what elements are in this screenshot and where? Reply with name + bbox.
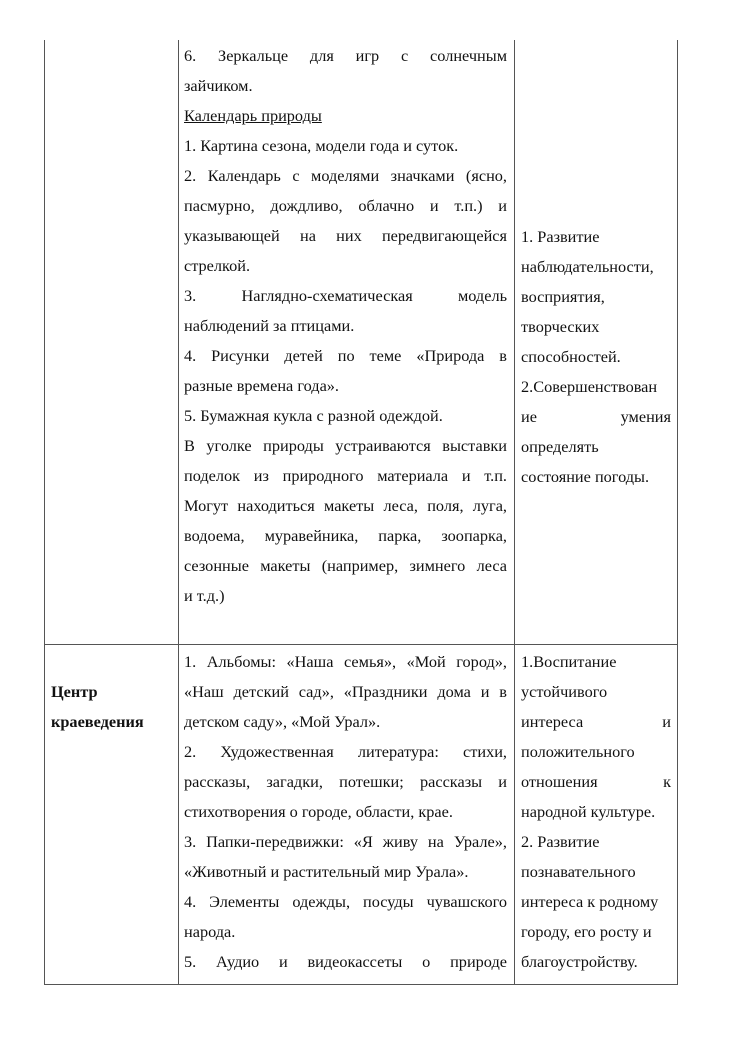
text-line: народа. bbox=[184, 922, 236, 941]
row2-description-cell bbox=[184, 647, 507, 977]
text-line: 6. Зеркальце для игр с солнечным bbox=[184, 46, 507, 65]
text-line: стрелкой. bbox=[184, 256, 251, 275]
row2-center-name-cell bbox=[51, 677, 175, 737]
text-line: краеведения bbox=[51, 712, 144, 731]
text-line: интереса к родному bbox=[521, 892, 659, 911]
text-line: 1. Развитие bbox=[521, 227, 600, 246]
table-border-left bbox=[44, 40, 45, 985]
text-line: 4. Элементы одежды, посуды чувашского bbox=[184, 892, 507, 911]
text-line: восприятия, bbox=[521, 287, 605, 306]
table-divider-2 bbox=[514, 40, 515, 985]
text-line: интереса и bbox=[521, 712, 671, 731]
text-line: отношения к bbox=[521, 772, 671, 791]
text-line: указывающей на них передвигающейся bbox=[184, 226, 507, 245]
text-line: Календарь природы bbox=[184, 106, 322, 125]
text-line: детском саду», «Мой Урал». bbox=[184, 712, 381, 731]
text-line: 2. Художественная литература: стихи, bbox=[184, 742, 507, 761]
text-line: пасмурно, дождливо, облачно и т.п.) и bbox=[184, 196, 507, 215]
text-line: ие умения bbox=[521, 407, 671, 426]
table-border-right bbox=[677, 40, 678, 985]
text-line: благоустройству. bbox=[521, 952, 638, 971]
table-border-bottom bbox=[44, 984, 678, 985]
text-line: В уголке природы устраиваются выставки bbox=[184, 436, 507, 455]
text-line: поделок из природного материала и т.п. bbox=[184, 466, 507, 485]
text-line: 2. Развитие bbox=[521, 832, 600, 851]
text-line: зайчиком. bbox=[184, 76, 253, 95]
text-line: рассказы, загадки, потешки; рассказы и bbox=[184, 772, 507, 791]
text-line: способностей. bbox=[521, 347, 621, 366]
text-line: 5. Бумажная кукла с разной одеждой. bbox=[184, 406, 443, 425]
text-line: устойчивого bbox=[521, 682, 608, 701]
row1-description-cell bbox=[184, 41, 507, 611]
text-line: «Животный и растительный мир Урала». bbox=[184, 862, 469, 881]
text-line: познавательного bbox=[521, 862, 636, 881]
text-line: сезонные макеты (например, зимнего леса bbox=[184, 556, 507, 575]
text-line: определять bbox=[521, 437, 599, 456]
text-line: 1.Воспитание bbox=[521, 652, 617, 671]
text-line: 2. Календарь с моделями значками (ясно, bbox=[184, 166, 507, 185]
text-line: 3. Наглядно-схематическая модель bbox=[184, 286, 507, 305]
text-line: и т.д.) bbox=[184, 586, 225, 605]
text-line: городу, его росту и bbox=[521, 922, 652, 941]
text-line: положительного bbox=[521, 742, 635, 761]
row2-goals-cell bbox=[521, 647, 671, 977]
text-line: водоема, муравейника, парка, зоопарка, bbox=[184, 526, 507, 545]
text-line: стихотворения о городе, области, крае. bbox=[184, 802, 453, 821]
text-line: 3. Папки-передвижки: «Я живу на Урале», bbox=[184, 832, 507, 851]
table-divider-1 bbox=[178, 40, 179, 985]
text-line: разные времена года». bbox=[184, 376, 340, 395]
table-row-divider bbox=[44, 644, 678, 645]
text-line: Могут находиться макеты леса, поля, луга, bbox=[184, 496, 507, 515]
text-line: состояние погоды. bbox=[521, 467, 650, 486]
text-line: наблюдений за птицами. bbox=[184, 316, 355, 335]
document-table bbox=[44, 40, 678, 985]
text-line: 4. Рисунки детей по теме «Природа в bbox=[184, 346, 507, 365]
text-line: творческих bbox=[521, 317, 600, 336]
text-line: 1. Альбомы: «Наша семья», «Мой город», bbox=[184, 652, 507, 671]
row1-goals-cell bbox=[521, 222, 671, 492]
text-line: Центр bbox=[51, 682, 98, 701]
text-line: наблюдательности, bbox=[521, 257, 654, 276]
text-line: народной культуре. bbox=[521, 802, 656, 821]
text-line: 5. Аудио и видеокассеты о природе bbox=[184, 952, 507, 971]
text-line: «Наш детский сад», «Праздники дома и в bbox=[184, 682, 507, 701]
text-line: 2.Совершенствован bbox=[521, 377, 658, 396]
text-line: 1. Картина сезона, модели года и суток. bbox=[184, 136, 459, 155]
